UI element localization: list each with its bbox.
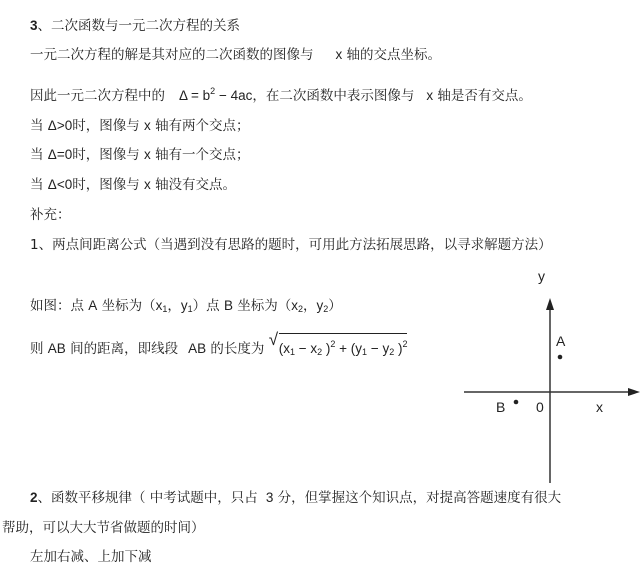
text: 则: [30, 341, 44, 357]
condition: Δ<0: [47, 177, 73, 192]
x-var: x: [144, 118, 151, 133]
formula-part: + (y: [335, 341, 363, 356]
subscript: 1: [362, 347, 368, 357]
formula-part: − x: [294, 341, 318, 356]
paragraph-solution-meaning: [30, 46, 441, 64]
item-number: 2: [30, 490, 38, 505]
section-title-text: 、二次函数与一元二次方程的关系: [37, 18, 241, 34]
text: 因此一元二次方程中的: [30, 88, 165, 104]
exponent: 2: [210, 86, 216, 96]
subscript: 2: [323, 304, 329, 314]
y-axis-arrow-icon: [546, 298, 554, 310]
point-a: A: [88, 298, 98, 313]
paragraph-discriminant: [30, 82, 532, 105]
var: x: [291, 298, 298, 313]
x-var: x: [426, 88, 434, 103]
item-2-title: [30, 489, 561, 507]
formula-body: [279, 333, 408, 361]
formula-part: (x: [278, 341, 290, 356]
distance-formula: [268, 330, 408, 361]
score-value: 3: [265, 490, 274, 505]
text: 如图：点: [30, 298, 84, 314]
formula-part: Δ = b: [179, 88, 211, 103]
x-axis-arrow-icon: [628, 388, 640, 396]
text: ）: [328, 298, 342, 314]
var: y: [180, 298, 188, 313]
point-a-label: A: [556, 333, 566, 349]
text: 轴的交点坐标。: [346, 47, 442, 63]
text: 分，但掌握这个知识点，对提高答题速度有很大: [277, 490, 562, 506]
formula-part: ): [394, 341, 403, 356]
x-var: x: [144, 147, 151, 162]
point-b: B: [223, 298, 233, 313]
text: 坐标为（: [101, 298, 156, 314]
item-2-continuation: 帮助，可以大大节省做题的时间）: [2, 520, 205, 536]
text: 时，图像与: [72, 118, 140, 134]
subscript: 2: [317, 347, 323, 357]
sqrt-icon: √: [268, 330, 279, 349]
shift-rule: 左加右减、上加下减: [30, 549, 152, 565]
point-a-dot: [558, 355, 563, 360]
section-number: 3: [30, 18, 38, 33]
subscript: 1: [162, 304, 168, 314]
x-axis-label: x: [596, 399, 603, 415]
formula-part: − 4ac: [215, 88, 253, 103]
condition: Δ=0: [47, 147, 73, 162]
var: y: [316, 298, 324, 313]
text: 轴有一个交点；: [155, 147, 250, 163]
text: 轴是否有交点。: [437, 88, 532, 104]
text: ，: [167, 298, 181, 314]
segment-ab: AB: [47, 341, 66, 356]
text: 、函数平移规律（ 中考试题中，只占: [37, 490, 258, 506]
case-delta-positive: [30, 117, 250, 135]
text: 当: [30, 177, 44, 193]
x-var: x: [335, 47, 343, 62]
formula-part: − y: [367, 341, 390, 356]
condition: Δ>0: [47, 118, 73, 133]
text: ，: [303, 298, 317, 314]
axes-graphic: [460, 265, 642, 490]
text: 轴有两个交点；: [155, 118, 250, 134]
exponent: 2: [330, 339, 336, 349]
text: ，在二次函数中表示图像与: [252, 88, 415, 104]
subscript: 1: [187, 304, 193, 314]
supplement-label: 补充：: [30, 207, 71, 223]
text: 时，图像与: [72, 177, 140, 193]
subscript: 1: [289, 347, 295, 357]
text: ）点: [192, 298, 220, 314]
text: 时，图像与: [72, 147, 140, 163]
text: 轴没有交点。: [155, 177, 237, 193]
var: x: [155, 298, 163, 313]
point-b-dot: [514, 400, 519, 405]
x-var: x: [144, 177, 151, 192]
point-b-label: B: [496, 399, 506, 415]
item-1-title: 1、两点间距离公式（当遇到没有思路的题时，可用此方法拓展思路，以寻求解题方法）: [30, 237, 552, 253]
paragraph-distance: [30, 330, 408, 361]
case-delta-negative: [30, 176, 236, 194]
discriminant-formula: [179, 88, 252, 103]
y-axis-label: y: [538, 268, 545, 284]
coordinate-diagram: [460, 265, 642, 490]
text: 当: [30, 118, 44, 134]
origin-label: 0: [536, 399, 544, 415]
text: 当: [30, 147, 44, 163]
text: 坐标为（: [237, 298, 292, 314]
formula-part: ): [322, 341, 331, 356]
text: 一元二次方程的解是其对应的二次函数的图像与: [30, 47, 314, 63]
text: 间的距离，即线段: [70, 341, 179, 357]
section-3-title: [30, 17, 240, 35]
text: 的长度为: [210, 341, 265, 357]
subscript: 2: [389, 347, 395, 357]
exponent: 2: [402, 339, 408, 349]
paragraph-point-coords: [30, 297, 342, 318]
subscript: 2: [298, 304, 304, 314]
segment-ab: AB: [188, 341, 207, 356]
case-delta-zero: [30, 146, 250, 164]
